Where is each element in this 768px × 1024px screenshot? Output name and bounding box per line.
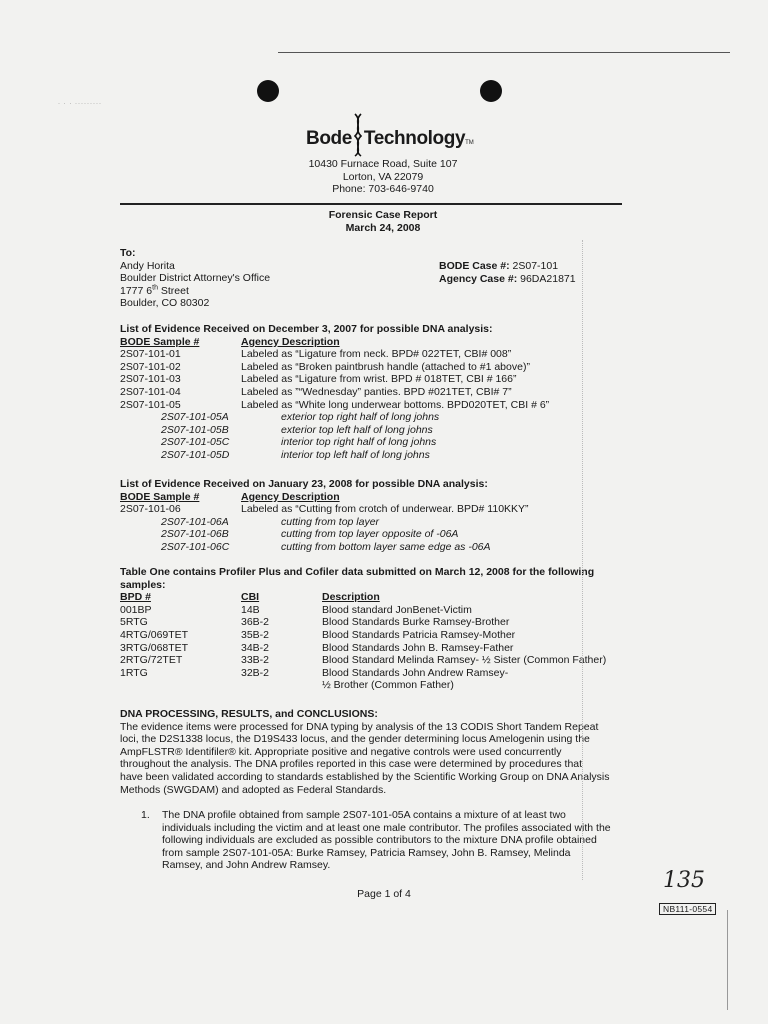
header-separator <box>120 203 622 205</box>
evidence-subrow <box>120 411 640 424</box>
bpd-number: 3RTG/068TET <box>120 641 189 654</box>
cbi-number: 33B-2 <box>241 654 270 667</box>
binder-hole-right <box>480 80 502 102</box>
company-logo <box>306 112 474 158</box>
sample-description: Labeled as ”“Wednesday” panties. BPD #021TET, CBI# 7” <box>241 385 512 398</box>
scan-edge-artifact <box>582 240 584 880</box>
evidence2-items <box>120 503 640 516</box>
table-row <box>120 654 645 667</box>
paragraph-line: AmpFLSTR® Identifiler® kit. Appropriate positive and negative controls were used concurrently <box>120 745 562 758</box>
evidence2-heading: List of Evidence Received on January 23, 2008 for possible DNA analysis: <box>120 478 488 490</box>
table-one-col-cbi: CBI <box>241 591 260 604</box>
paragraph-line: Methods (SWGDAM) and adopted as Federal Standards. <box>120 783 387 796</box>
subsample-id: 2S07-101-05C <box>161 436 230 449</box>
subsample-description: interior top left half of long johns <box>281 448 430 461</box>
table-one-heading-line1: Table One contains Profiler Plus and Cofiler data submitted on March 12, 2008 for the following <box>120 566 595 578</box>
cbi-number: 36B-2 <box>241 616 270 629</box>
subsample-description: exterior top right half of long johns <box>281 411 440 424</box>
recipient-block <box>120 247 270 310</box>
phone-number: Phone: 703-646-9740 <box>332 183 434 196</box>
evidence1-items <box>120 348 640 411</box>
table-one-continuation: ½ Brother (Common Father) <box>322 679 454 692</box>
evidence-list-december <box>120 323 640 462</box>
scan-edge-artifact-far <box>727 910 729 1010</box>
subsample-description: cutting from top layer opposite of -06A <box>281 528 459 541</box>
evidence2-subitems <box>120 516 640 554</box>
evidence-row <box>120 361 640 374</box>
bpd-number: 4RTG/069TET <box>120 628 189 641</box>
evidence2-header-row <box>120 491 640 504</box>
report-title-block <box>268 209 498 234</box>
address-line-1: 10430 Furnace Road, Suite 107 <box>308 158 458 170</box>
evidence2-col-description: Agency Description <box>241 490 340 503</box>
paragraph-line: throughout the analysis. The DNA profiles reported in this case were determined by procedures that <box>120 758 583 771</box>
item1-text <box>162 809 642 872</box>
evidence-subrow <box>120 436 640 449</box>
company-name-right: Technology <box>363 128 466 149</box>
street-number: 1777 6 <box>120 284 153 297</box>
dna-helix-icon <box>351 112 365 158</box>
table-one-header-row <box>120 591 645 604</box>
evidence-row <box>120 373 640 386</box>
table-one-heading-line2: samples: <box>120 578 166 591</box>
subsample-description: cutting from top layer <box>281 515 380 528</box>
standard-description: Blood Standards Patricia Ramsey-Mother <box>322 628 516 641</box>
evidence1-col-description: Agency Description <box>241 335 340 348</box>
bode-case <box>439 260 576 273</box>
recipient-name: Andy Horita <box>120 259 175 272</box>
bpd-number: 2RTG/72TET <box>120 654 183 667</box>
paragraph-line: loci, the D2S1338 locus, the D19S433 locus, and the gender determining locus Amelogenin using the <box>120 733 590 746</box>
sample-description: Labeled as “White long underwear bottoms. BPD020TET, CBI # 6” <box>241 398 550 411</box>
top-rule <box>278 52 730 53</box>
table-one-section <box>120 566 645 692</box>
standard-description: Blood Standard Melinda Ramsey- ½ Sister (Common Father) <box>322 654 607 667</box>
table-one-col-bpd: BPD # <box>120 591 151 604</box>
trademark-mark: TM <box>465 140 474 146</box>
recipient-org: Boulder District Attorney's Office <box>120 272 271 285</box>
bpd-number: 1RTG <box>120 666 148 679</box>
item-line: individuals including the victim and at least one male contributor. The profiles associated with the <box>162 821 611 834</box>
table-one-col-description: Description <box>322 591 380 604</box>
subsample-id: 2S07-101-06C <box>161 540 230 553</box>
recipient-city: Boulder, CO 80302 <box>120 297 210 310</box>
sample-description: Labeled as “Cutting from crotch of underwear. BPD# 110KKY” <box>241 503 529 516</box>
agency-case-label: Agency Case #: <box>439 272 518 285</box>
item-line: from sample 2S07-101-05A: Burke Ramsey, Patricia Ramsey, John B. Ramsey, Melinda <box>162 846 571 859</box>
bates-stamp: NB111-0554 <box>659 903 716 915</box>
case-info-block <box>439 260 576 285</box>
handwritten-number: 135 <box>663 868 705 893</box>
subsample-id: 2S07-101-05A <box>161 411 229 424</box>
evidence-subrow <box>120 528 640 541</box>
sample-id: 2S07-101-01 <box>120 348 181 361</box>
sample-description: Labeled as “Ligature from wrist. BPD # 018TET, CBI # 166” <box>241 373 517 386</box>
bpd-number: 5RTG <box>120 616 148 629</box>
table-row <box>120 629 645 642</box>
evidence1-header-row <box>120 336 640 349</box>
evidence-subrow <box>120 541 640 554</box>
dna-processing-section <box>120 708 644 796</box>
item-line: following individuals are excluded as possible contributors to the mixture DNA profile obtained <box>162 834 597 847</box>
cbi-number: 35B-2 <box>241 628 270 641</box>
sample-description: Labeled as “Broken paintbrush handle (attached to #1 above)” <box>241 360 530 373</box>
paragraph-line: have been validated according to standards established by the Scientific Working Group on DNA Analysis <box>120 770 610 783</box>
dna-paragraph <box>120 721 644 797</box>
item-line: Ramsey, and John Andrew Ramsey. <box>162 859 331 872</box>
subsample-description: interior top right half of long johns <box>281 436 437 449</box>
agency-case <box>439 273 576 286</box>
page-number: Page 1 of 4 <box>357 888 411 900</box>
subsample-description: exterior top left half of long johns <box>281 423 433 436</box>
evidence1-heading: List of Evidence Received on December 3, 2007 for possible DNA analysis: <box>120 323 493 335</box>
company-name-left: Bode <box>306 128 352 149</box>
item-line: The DNA profile obtained from sample 2S07-101-05A contains a mixture of at least two <box>162 809 566 821</box>
standard-description: Blood Standards Burke Ramsey-Brother <box>322 616 510 629</box>
table-row <box>120 616 645 629</box>
agency-case-value: 96DA21871 <box>517 272 576 285</box>
address-line-2: Lorton, VA 22079 <box>342 170 424 183</box>
evidence-subrow <box>120 516 640 529</box>
address-block <box>268 158 498 196</box>
recipient-street <box>120 285 270 298</box>
evidence-row <box>120 386 640 399</box>
cbi-number: 14B <box>241 603 260 616</box>
standard-description: Blood Standards John Andrew Ramsey- <box>322 666 509 679</box>
bode-case-value: 2S07-101 <box>509 260 559 272</box>
street-ordinal: th <box>152 284 158 292</box>
table-one-rows <box>120 604 645 680</box>
table-one-continuation-row <box>120 679 645 692</box>
subsample-description: cutting from bottom layer same edge as -06A <box>281 540 491 553</box>
bpd-number: 001BP <box>120 603 152 616</box>
table-row <box>120 667 645 680</box>
evidence-subrow <box>120 424 640 437</box>
evidence2-col-sample: BODE Sample # <box>120 490 200 503</box>
scan-specks: · · · ········· <box>58 101 102 107</box>
standard-description: Blood Standards John B. Ramsey-Father <box>322 641 514 654</box>
sample-description: Labeled as “Ligature from neck. BPD# 022TET, CBI# 008” <box>241 348 512 361</box>
sample-id: 2S07-101-04 <box>120 385 181 398</box>
street-name: Street <box>157 284 189 297</box>
dna-heading: DNA PROCESSING, RESULTS, and CONCLUSIONS: <box>120 708 378 720</box>
standard-description: Blood standard JonBenet-Victim <box>322 603 472 616</box>
bode-case-label: BODE Case #: <box>439 260 510 272</box>
evidence-row <box>120 399 640 412</box>
binder-hole-left <box>257 80 279 102</box>
table-row <box>120 604 645 617</box>
subsample-id: 2S07-101-05D <box>161 448 230 461</box>
subsample-id: 2S07-101-06A <box>161 515 229 528</box>
cbi-number: 32B-2 <box>241 666 270 679</box>
to-label: To: <box>120 247 136 259</box>
evidence-subrow <box>120 449 640 462</box>
evidence-row <box>120 503 640 516</box>
paragraph-line: The evidence items were processed for DNA typing by analysis of the 13 CODIS Short Tandem Repeat <box>120 720 599 733</box>
evidence1-subitems <box>120 411 640 461</box>
subsample-id: 2S07-101-06B <box>161 528 229 541</box>
sample-id: 2S07-101-06 <box>120 503 181 516</box>
subsample-id: 2S07-101-05B <box>161 423 229 436</box>
table-row <box>120 642 645 655</box>
sample-id: 2S07-101-05 <box>120 398 181 411</box>
evidence-list-january <box>120 478 640 554</box>
report-date: March 24, 2008 <box>345 221 421 234</box>
cbi-number: 34B-2 <box>241 641 270 654</box>
evidence-row <box>120 348 640 361</box>
item1-number: 1. <box>141 809 150 821</box>
sample-id: 2S07-101-03 <box>120 373 181 386</box>
report-title: Forensic Case Report <box>328 209 438 221</box>
evidence1-col-sample: BODE Sample # <box>120 335 200 348</box>
sample-id: 2S07-101-02 <box>120 360 181 373</box>
